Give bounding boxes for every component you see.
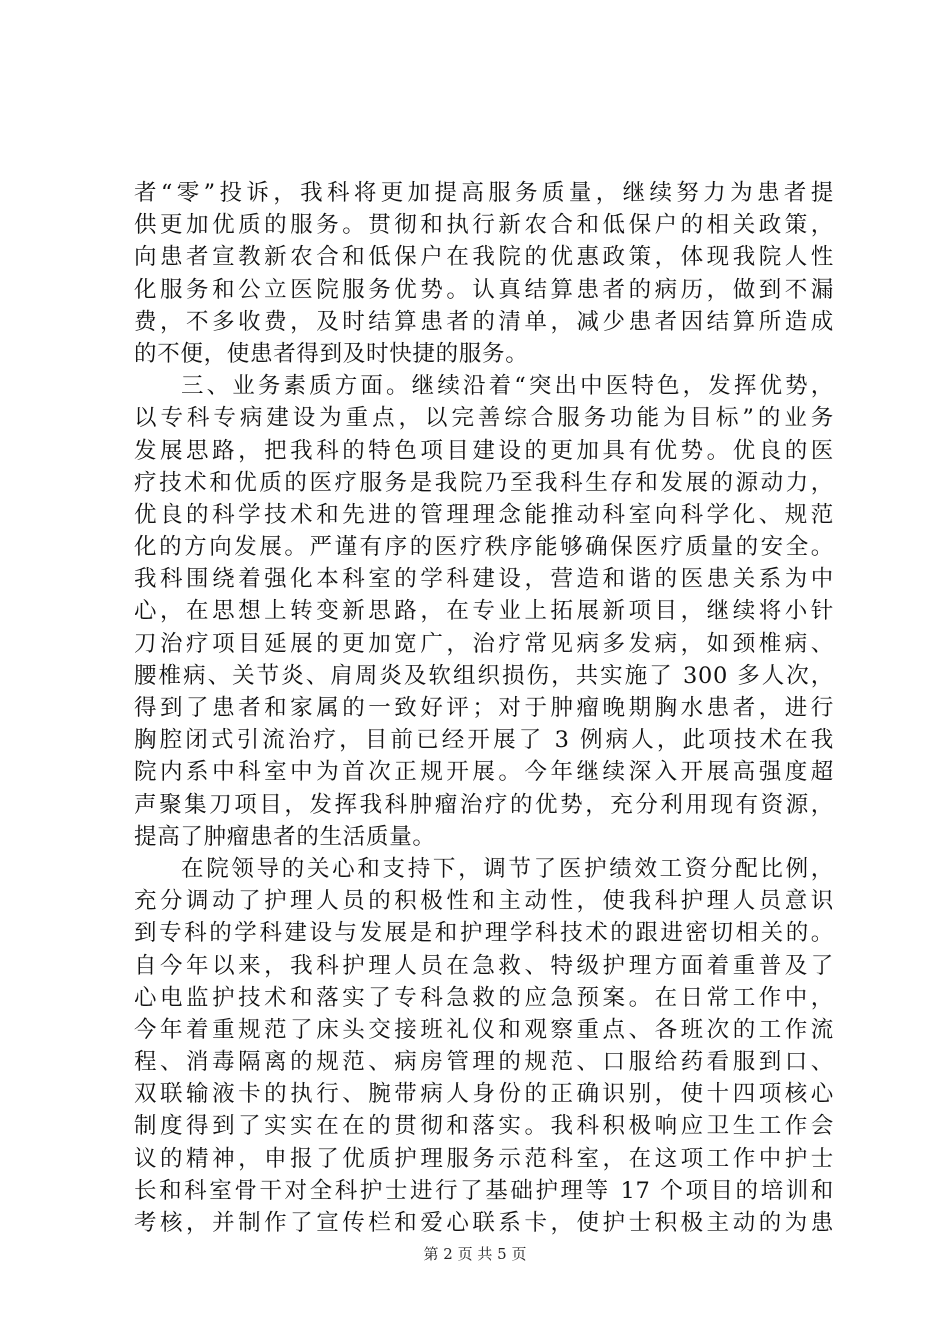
text-line: 今年着重规范了床头交接班礼仪和观察重点、各班次的工作流 bbox=[134, 1016, 834, 1043]
text-line: 充分调动了护理人员的积极性和主动性，使我科护理人员意识 bbox=[134, 888, 834, 915]
text-line: 腰椎病、关节炎、肩周炎及软组织损伤，共实施了 300 多人次， bbox=[134, 662, 834, 689]
text-line: 长和科室骨干对全科护士进行了基础护理等 17 个项目的培训和 bbox=[134, 1177, 834, 1204]
text-line: 声聚集刀项目，发挥我科肿瘤治疗的优势，充分利用现有资源， bbox=[134, 791, 834, 818]
text-line: 我科围绕着强化本科室的学科建设，营造和谐的医患关系为中 bbox=[134, 566, 834, 593]
text-line: 以专科专病建设为重点，以完善综合服务功能为目标”的业务 bbox=[134, 405, 834, 432]
text-line: 疗技术和优质的医疗服务是我院乃至我科生存和发展的源动力， bbox=[134, 469, 834, 496]
text-line: 者“零”投诉，我科将更加提高服务质量，继续努力为患者提 bbox=[134, 180, 834, 206]
text-line: 向患者宣教新农合和低保户在我院的优惠政策，体现我院人性 bbox=[134, 244, 834, 271]
text-line: 心电监护技术和落实了专科急救的应急预案。在日常工作中， bbox=[134, 984, 834, 1011]
text-line: 化服务和公立医院服务优势。认真结算患者的病历，做到不漏 bbox=[134, 276, 834, 303]
text-line: 得到了患者和家属的一致好评；对于肿瘤晚期胸水患者，进行 bbox=[134, 695, 834, 721]
text-line: 刀治疗项目延展的更加宽广，治疗常见病多发病，如颈椎病、 bbox=[134, 630, 834, 657]
text-line: 心，在思想上转变新思路，在专业上拓展新项目，继续将小针 bbox=[134, 598, 834, 625]
text-line: 供更加优质的服务。贯彻和执行新农合和低保户的相关政策， bbox=[134, 212, 834, 239]
text-line: 化的方向发展。严谨有序的医疗秩序能够确保医疗质量的安全。 bbox=[134, 534, 834, 561]
page-number-footer: 第 2 页 共 5 页 bbox=[423, 1245, 527, 1263]
text-line: 提高了肿瘤患者的生活质量。 bbox=[134, 823, 436, 850]
paragraph-start-line: 在院领导的关心和支持下，调节了医护绩效工资分配比例， bbox=[181, 855, 834, 882]
text-line: 程、消毒隔离的规范、病房管理的规范、口服给药看服到口、 bbox=[134, 1049, 834, 1076]
text-line: 发展思路，把我科的特色项目建设的更加具有优势。优良的医 bbox=[134, 437, 834, 464]
body-text bbox=[134, 177, 834, 1239]
text-line: 院内系中科室中为首次正规开展。今年继续深入开展高强度超 bbox=[134, 759, 834, 786]
text-line: 议的精神，申报了优质护理服务示范科室，在这项工作中护士 bbox=[134, 1145, 834, 1172]
text-line: 费，不多收费，及时结算患者的清单，减少患者因结算所造成 bbox=[134, 308, 834, 335]
text-line: 胸腔闭式引流治疗，目前已经开展了 3 例病人，此项技术在我 bbox=[134, 727, 834, 754]
text-line: 到专科的学科建设与发展是和护理学科技术的跟进密切相关的。 bbox=[134, 920, 834, 947]
text-line: 优良的科学技术和先进的管理理念能推动科室向科学化、规范 bbox=[134, 501, 834, 528]
text-line: 制度得到了实实在在的贯彻和落实。我科积极响应卫生工作会 bbox=[134, 1113, 834, 1140]
text-line: 双联输液卡的执行、腕带病人身份的正确识别，使十四项核心 bbox=[134, 1081, 834, 1108]
text-line: 的不便，使患者得到及时快捷的服务。 bbox=[134, 340, 529, 367]
text-line: 考核，并制作了宣传栏和爱心联系卡，使护士积极主动的为患 bbox=[134, 1210, 834, 1236]
text-line: 自今年以来，我科护理人员在急救、特级护理方面着重普及了 bbox=[134, 952, 834, 979]
section-heading-line: 三、业务素质方面。继续沿着“突出中医特色，发挥优势， bbox=[181, 373, 834, 400]
